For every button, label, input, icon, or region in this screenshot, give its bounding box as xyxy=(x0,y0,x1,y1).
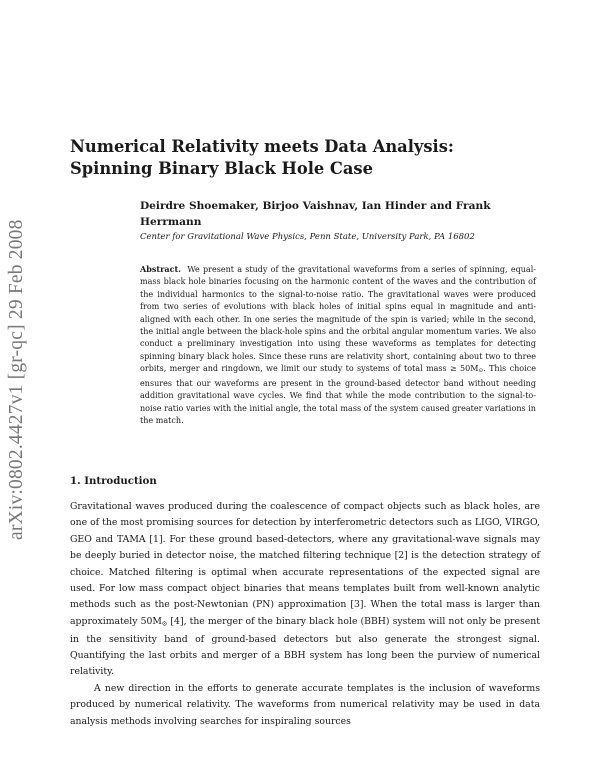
section-number: 1. xyxy=(70,475,81,487)
paper-title: Numerical Relativity meets Data Analysis: Spinning Binary Black Hole Case xyxy=(70,137,454,178)
author-list: Deirdre Shoemaker, Birjoo Vaishnav, Ian Hinder and Frank Herrmann xyxy=(140,200,491,228)
abstract-text-part-2: . This choice ensures that our waveforms are present in the ground-based detector band without needing addition gravitational wave cycles. We find that while the mode contribution to the signal-to-noise ratio varies with the initial angle, the total mass of the system caused greater variations in the match. xyxy=(140,364,536,425)
solar-mass-subscript: ⊙ xyxy=(478,368,484,375)
abstract-text-part-1: We present a study of the gravitational waveforms from a series of spinning, equal-mass black hole binaries focusing on the harmonic content of the waves and the contribution of the individual harmonics to the signal-to-noise ratio. The gravitational waves were produced from two series of evolutions with black holes of initial spins equal in magnitude and anti-aligned with each other. In one series the magnitude of the spin is varied; while in the second, the initial angle between the black-hole spins and the orbital angular momentum varies. We also conduct a preliminary investigation into using these waveforms as templates for detecting spinning binary black holes. Since these runs are relativity short, containing about two to three orbits, merger and ringdown, we limit our study to systems of total mass ≥ 50M xyxy=(140,265,537,374)
body-paragraph-2: A new direction in the efforts to generate accurate templates is the inclusion of waveforms produced by numerical relativity. The waveforms from numerical relativity may be used in data analysis methods involving searches for inspiraling sources xyxy=(70,682,540,727)
section-heading-introduction xyxy=(70,474,157,488)
paragraph-1-part-1: Gravitational waves produced during the coalescence of compact objects such as black holes, are one of the most promising sources for detection by interferometric detectors such as LIGO, VIRGO, GEO and TAMA [1]. For these ground based-detectors, where any gravitational-wave signals may be deeply buried in detector noise, the matched filtering technique [2] is the detection strategy of choice. Matched filtering is optimal when accurate representations of the expected signal are used. For low mass compact object binaries that means templates built from well-known analytic methods such as the post-Newtonian (PN) approximation [3]. When the total mass is larger than approximately 50M xyxy=(70,501,540,627)
abstract xyxy=(140,263,536,427)
abstract-label: Abstract. xyxy=(140,264,181,274)
author-affiliation: Center for Gravitational Wave Physics, Penn State, University Park, PA 16802 xyxy=(140,232,475,242)
arxiv-identifier-stamp: arXiv:0802.4427v1 [gr-qc] 29 Feb 2008 xyxy=(6,219,27,540)
body-paragraph-1 xyxy=(70,499,540,681)
solar-mass-subscript: ⊙ xyxy=(161,619,168,628)
paragraph-1-part-2: [4], the merger of the binary black hole (BBH) system will not only be present in the sensitivity band of ground-based detectors but also generate the strongest signal. Quantifying the last orbits and merger of a BBH system has long been the purview of numerical relativity. xyxy=(70,615,540,678)
introduction-body xyxy=(70,499,540,730)
section-title: Introduction xyxy=(84,475,157,487)
